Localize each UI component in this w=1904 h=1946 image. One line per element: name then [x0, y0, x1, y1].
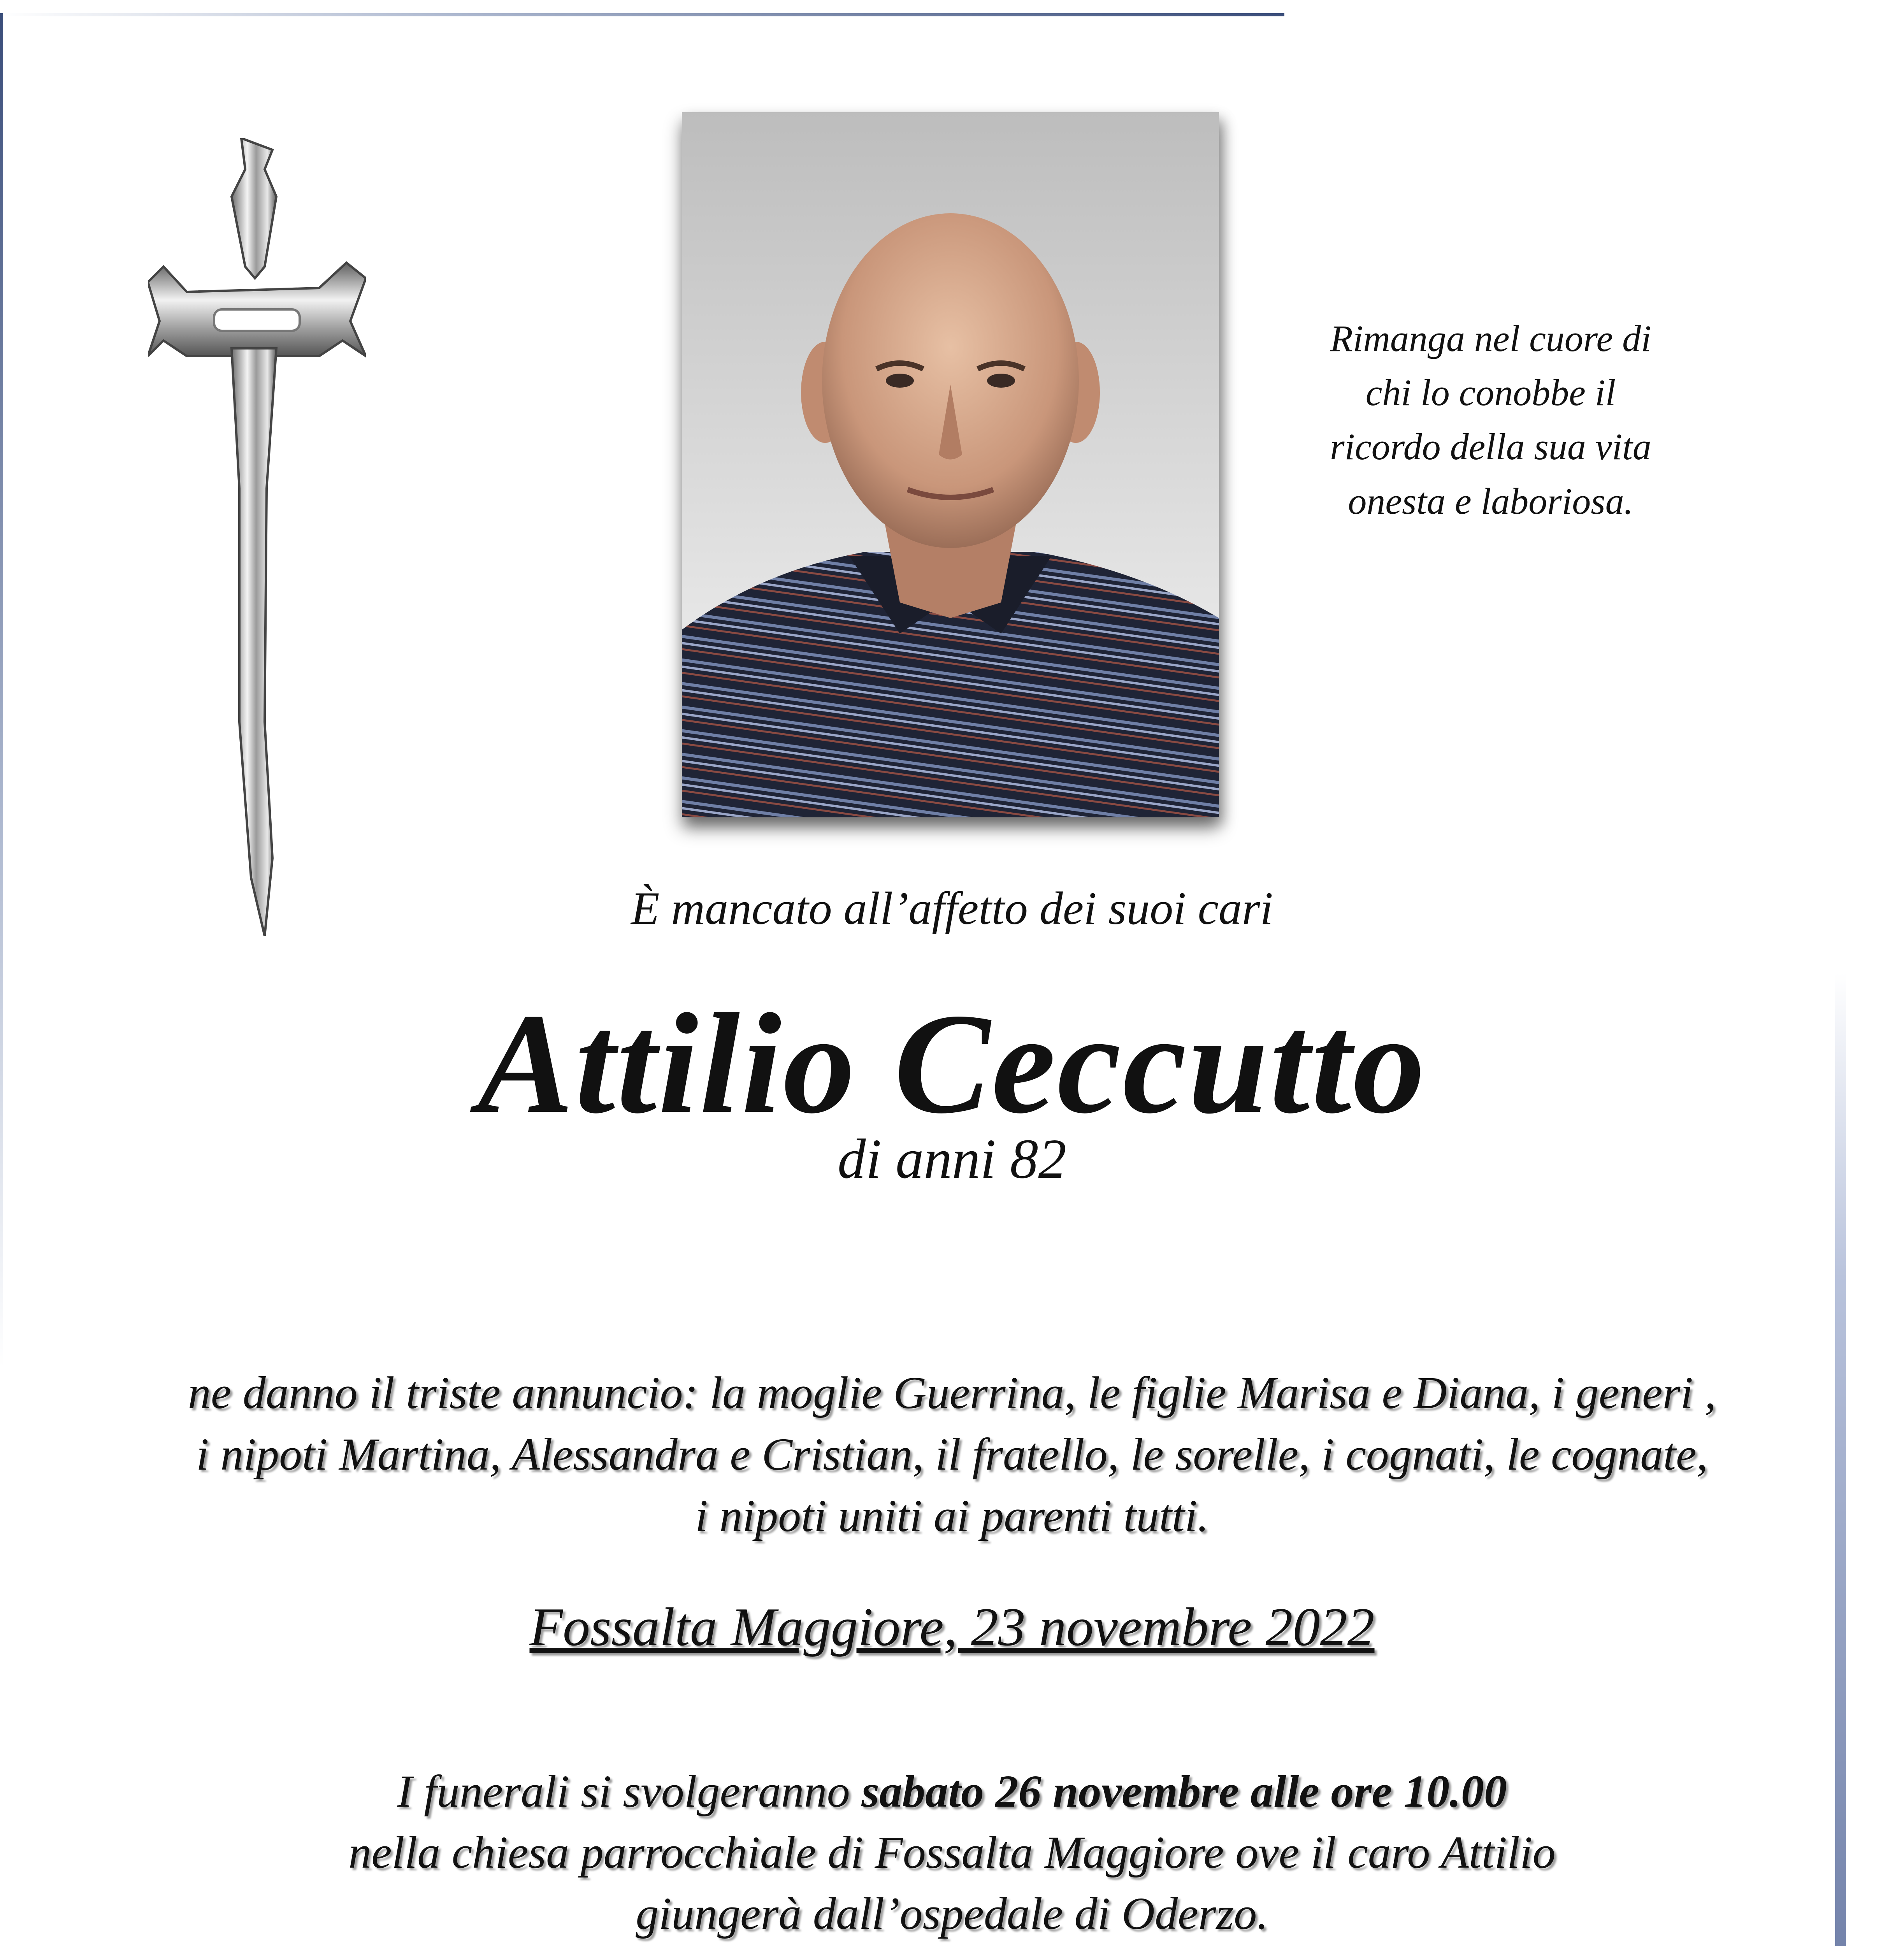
deceased-name: Attilio Ceccutto	[477, 984, 1427, 1143]
funeral-intro: I funerali si svolgeranno	[397, 1766, 862, 1817]
deceased-age: di anni 82	[837, 1128, 1067, 1190]
quote-line: Rimanga nel cuore di	[1330, 318, 1651, 359]
announcement	[0, 1362, 1904, 1547]
funeral-line-2: nella chiesa parrocchiale di Fossalta Maggiore ove il caro Attilio	[348, 1827, 1556, 1878]
place-date: Fossalta Maggiore, 23 novembre 2022	[529, 1597, 1375, 1657]
funeral-line-1	[0, 1761, 1904, 1822]
announcement-line: i nipoti uniti ai parenti tutti.	[695, 1490, 1209, 1542]
intro-text: È mancato all’affetto dei suoi cari	[631, 882, 1273, 934]
announcement-line: i nipoti Martina, Alessandra e Cristian, il fratello, le sorelle, i cognati, le cognate,	[196, 1429, 1708, 1480]
funeral-datetime: sabato 26 novembre alle ore 10.00	[861, 1766, 1507, 1817]
memorial-quote	[1296, 311, 1685, 528]
cross-icon	[148, 138, 366, 936]
funeral-details	[0, 1761, 1904, 1946]
frame-top-border	[0, 13, 1284, 16]
quote-line: ricordo della sua vita	[1330, 426, 1651, 468]
funeral-line-3: giungerà dall’ospedale di Oderzo.	[636, 1888, 1268, 1939]
quote-line: onesta e laboriosa.	[1348, 480, 1634, 522]
funeral-line-4	[0, 1944, 1904, 1946]
announcement-line: ne danno il triste annuncio: la moglie Guerrina, le figlie Marisa e Diana, i generi ,	[188, 1367, 1716, 1418]
portrait-photo	[682, 112, 1219, 817]
quote-line: chi lo conobbe il	[1365, 372, 1616, 414]
